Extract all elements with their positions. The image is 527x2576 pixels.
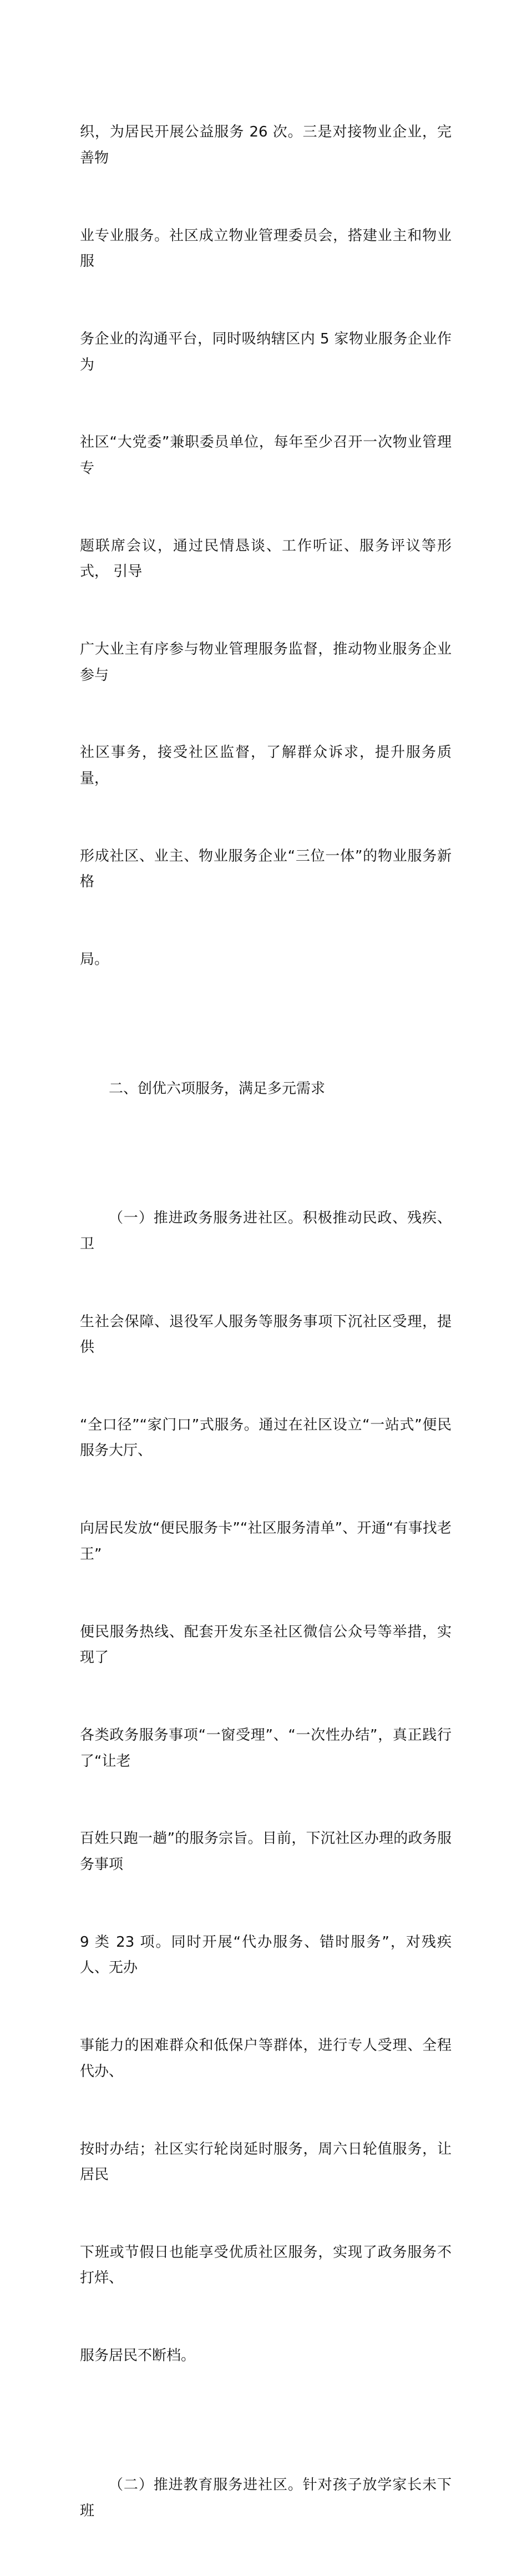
text-line: 服务居民不断档。 (80, 2347, 196, 2365)
section-heading (80, 1024, 452, 1154)
heading-line: 二、创优六项服务，满足多元需求 (109, 1080, 326, 1098)
paragraph-property-service (80, 68, 452, 1024)
paragraph-education-service (80, 2421, 452, 2576)
text-line: 社区事务，接受社区监督，了解群众诉求，提升服务质量， (80, 744, 452, 787)
text-line: 生社会保障、退役军人服务等服务事项下沉社区受理，提供 (80, 1313, 452, 1356)
text-line: （二）推进教育服务进社区。针对孩子放学家长未下班 (80, 2477, 452, 2519)
text-line: 局。 (80, 951, 109, 968)
text-line: 题联席会议，通过民情恳谈、工作听证、服务评议等形式， 引导 (80, 537, 452, 580)
text-line: 百姓只跑一趟”的服务宗旨。目前，下沉社区办理的政务服务事项 (80, 1830, 452, 1873)
paragraph-government-service (80, 1154, 452, 2421)
text-line: 业专业服务。社区成立物业管理委员会，搭建业主和物业服 (80, 227, 452, 270)
text-line: 织，为居民开展公益服务 26 次。三是对接物业企业，完善物 (80, 124, 452, 166)
text-line: 便民服务热线、配套开发东圣社区微信公众号等举措，实现了 (80, 1623, 452, 1666)
document-body (80, 68, 452, 2576)
text-line: “全口径”“家门口”式服务。通过在社区设立“一站式”便民服务大厅、 (80, 1416, 452, 1459)
text-line: （一）推进政务服务进社区。积极推动民政、残疾、卫 (80, 1210, 452, 1252)
text-line: 事能力的困难群众和低保户等群体，进行专人受理、全程代办、 (80, 2037, 452, 2080)
text-line: 务企业的沟通平台，同时吸纳辖区内 5 家物业服务企业作为 (80, 330, 452, 373)
text-line: 9 类 23 项。同时开展“代办服务、错时服务”，对残疾人、无办 (80, 1933, 452, 1977)
text-line: 各类政务服务事项“一窗受理”、“一次性办结”，真正践行了“让老 (80, 1727, 452, 1770)
text-line: 向居民发放“便民服务卡”“社区服务清单”、开通“有事找老王” (80, 1520, 452, 1563)
text-line: 下班或节假日也能享受优质社区服务，实现了政务服务不打烊、 (80, 2244, 452, 2287)
text-line: 社区“大党委”兼职委员单位，每年至少召开一次物业管理专 (80, 434, 452, 477)
text-line: 形成社区、业主、物业服务企业“三位一体”的物业服务新格 (80, 847, 452, 891)
text-line: 广大业主有序参与物业管理服务监督，推动物业服务企业参与 (80, 641, 452, 684)
text-line: 按时办结；社区实行轮岗延时服务，周六日轮值服务，让居民 (80, 2140, 452, 2184)
